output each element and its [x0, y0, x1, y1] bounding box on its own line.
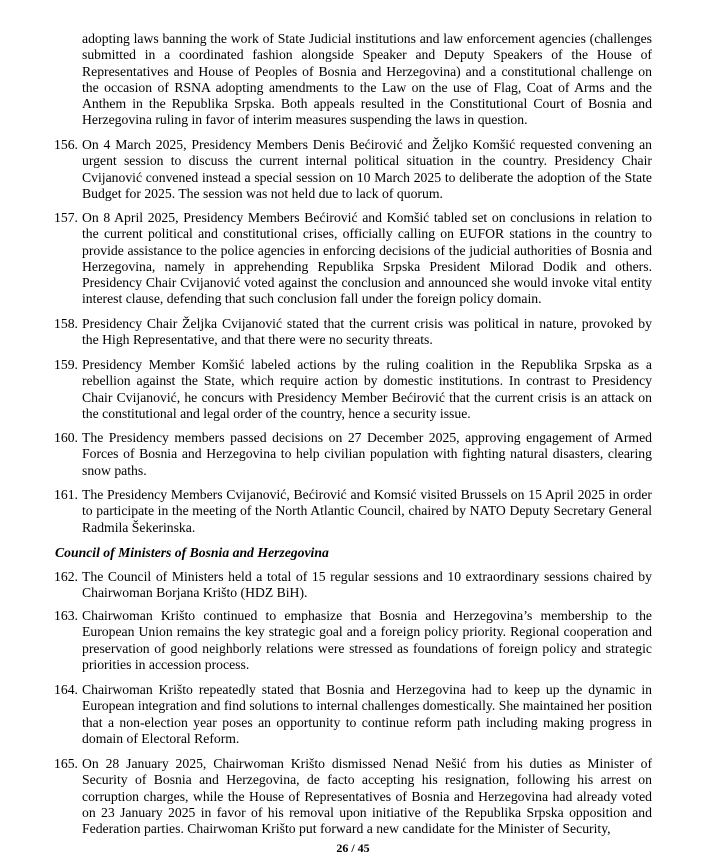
- page-number: 26 / 45: [336, 841, 370, 855]
- item-text: Chairwoman Krišto continued to emphasize that Bosnia and Herzegovina’s membership to the European Union remains the key strategic goal and a foreign policy priority. Regional cooperation and preservation of good neighborly relations were stressed as foundations of foreign policy and strategic priorities in accession process.: [82, 608, 652, 672]
- item-number: 156.: [54, 137, 78, 152]
- item-text: Presidency Member Komšić labeled actions by the ruling coalition in the Republika Srpska as a rebellion against the State, which require action by domestic institutions. In contrast to Presidency Chair Cvijanović, he concurs with Presidency Member Bećirović that the current crisis is an attack on the constitutional and legal order of the country, hence a security issue.: [82, 357, 652, 421]
- item-number: 161.: [54, 487, 78, 502]
- item-text: On 28 January 2025, Chairwoman Krišto dismissed Nenad Nešić from his duties as Minister of Security of Bosnia and Herzegovina, de facto accepting his resignation, following his arrest on corruption charges, while the House of Representatives of Bosnia and Herzegovina had already voted on 23 January 2025 in favor of his removal upon initiative of the Republika Srpska opposition and Federation parties. Chairwoman Krišto put forward a new candidate for the Minister of Security,: [82, 756, 652, 837]
- section-heading: Council of Ministers of Bosnia and Herzegovina: [55, 545, 329, 560]
- item-number: 158.: [54, 316, 78, 331]
- item-number: 164.: [54, 682, 78, 697]
- item-number: 162.: [54, 569, 78, 584]
- item-number: 160.: [54, 430, 78, 445]
- item-text: The Presidency Members Cvijanović, Bećirović and Komsić visited Brussels on 15 April 2025 in order to participate in the meeting of the North Atlantic Council, chaired by NATO Deputy Secretary General Radmila Šekerinska.: [82, 487, 652, 535]
- item-text: On 8 April 2025, Presidency Members Bećirović and Komšić tabled set on conclusions in relation to the current political and constitutional crises, officially calling on EUFOR stations in the country to provide assistance to the police agencies in enforcing decisions of the judicial authorities of Bosnia and Herzegovina, namely in apprehending Republika Srpska President Milorad Dodik and others. Presidency Chair Cvijanović voted against the conclusion and announced she would invoke vital entity interest clause, defending that such conclusion fall under the foreign policy domain.: [82, 210, 652, 307]
- item-number: 165.: [54, 756, 78, 771]
- item-text: The Presidency members passed decisions on 27 December 2025, approving engagement of Armed Forces of Bosnia and Herzegovina to help civilian population with fighting natural disasters, clearing snow paths.: [82, 430, 652, 478]
- item-number: 157.: [54, 210, 78, 225]
- item-text: Chairwoman Krišto repeatedly stated that Bosnia and Herzegovina had to keep up the dynamic in European integration and find solutions to internal challenges domestically. She maintained her position that a non-election year poses an opportunity to continue reform path including making progress in domain of Electoral Reform.: [82, 682, 652, 746]
- intro-paragraph: adopting laws banning the work of State Judicial institutions and law enforcement agencies (challenges submitted in a coordinated fashion alongside Speaker and Deputy Speakers of the House of Representatives and House of Peoples of Bosnia and Herzegovina) and a constitutional challenge on the occasion of RSNA adopting amendments to the Law on the use of Flag, Coat of Arms and the Anthem in the Republika Srpska. Both appeals resulted in the Constitutional Court of Bosnia and Herzegovina ruling in favor of interim measures suspending the laws in question.: [82, 31, 652, 128]
- item-text: The Council of Ministers held a total of 15 regular sessions and 10 extraordinary sessions chaired by Chairwoman Borjana Krišto (HDZ BiH).: [82, 569, 652, 601]
- item-number: 159.: [54, 357, 78, 372]
- item-text: On 4 March 2025, Presidency Members Denis Bećirović and Željko Komšić requested convening an urgent session to discuss the current internal political situation in the country. Presidency Chair Cvijanović convened instead a special session on 10 March 2025 to deliberate the adoption of the State Budget for 2025. The session was not held due to lack of quorum.: [82, 137, 652, 201]
- item-text: Presidency Chair Željka Cvijanović stated that the current crisis was political in nature, provoked by the High Representative, and that there were no security threats.: [82, 316, 652, 348]
- item-number: 163.: [54, 608, 78, 623]
